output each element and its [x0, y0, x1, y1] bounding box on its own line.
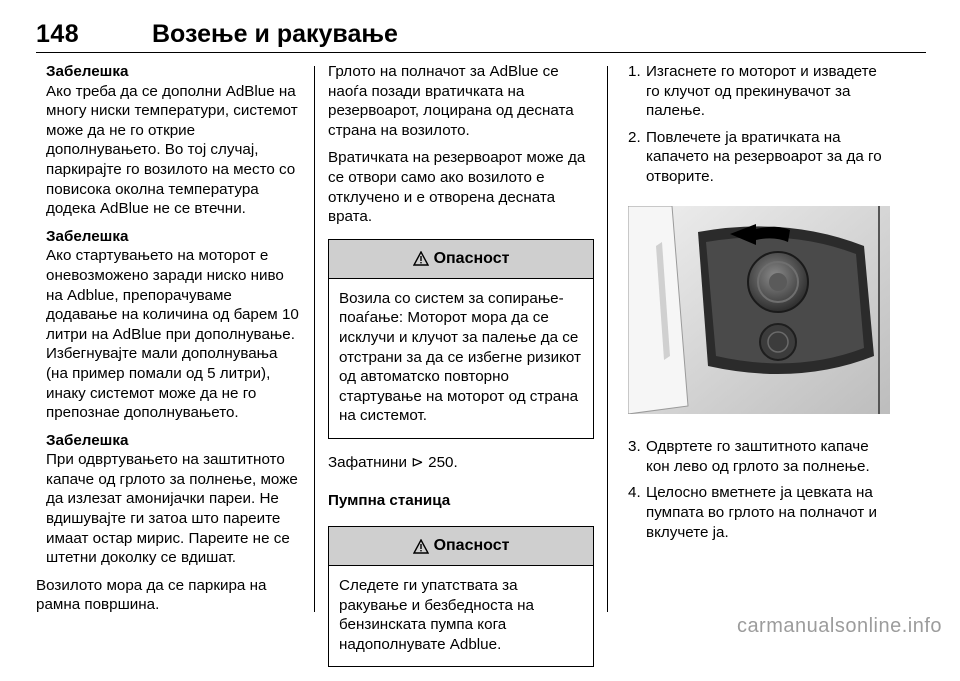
note-title: Забелешка — [46, 63, 129, 80]
danger-title: Опасност — [433, 537, 510, 555]
note-title: Забелешка — [46, 431, 129, 449]
danger-text: Следете ги упатствата за ракување и безбедноста на бензинската пумпа кога надополнувате Adblue. — [339, 577, 535, 653]
note-text: Ако стартувањето на моторот е оневозможено заради ниско ниво на Adblue, препорачуваме додавање на количина од барем 10 литри на AdBlue при дополнување. Избегнувајте мали дополнувања (на пример помали од 5 литри), инаку системот може да не го препознае дополнувањето. — [46, 247, 299, 422]
step-number: 2. — [628, 128, 641, 146]
chapter-title: Возење и ракување — [152, 20, 398, 48]
danger-header — [329, 527, 593, 566]
warning-triangle-icon — [413, 251, 429, 266]
filler-location-paragraph: Грлото на полначот за AdBlue се наоѓа позади вратичката на резервоарот, лоцирана од десната страна на возилото. — [328, 63, 574, 139]
note-block — [46, 227, 302, 423]
column-3 — [628, 62, 890, 549]
step-text: Повлечете ја вратичката на капачето на резервоарот за да го отворите. — [646, 128, 882, 185]
column-2 — [328, 62, 594, 681]
flap-opening-paragraph: Вратичката на резервоарот може да се отвори само ако возилото е отклучено и е отворена десната врата. — [328, 149, 586, 226]
danger-title: Опасност — [433, 249, 510, 267]
danger-text: Возила со систем за сопирање-поаѓање: Моторот мора да се исклучи и клучот за палење да се отстрани за да се избегне ризикот од автоматско повторно стартување на моторот од страна на системот. — [339, 289, 581, 425]
step-item — [628, 437, 890, 476]
cross-reference — [328, 453, 594, 473]
step-item — [628, 128, 890, 187]
crossref-arrow-icon: ⊳ — [411, 453, 424, 471]
note-title: Забелешка — [46, 227, 129, 245]
note-text: При одвртувањето на заштитното капаче од грлото за полнење, може да излезат амонијачки пареи. Не вдишувајте ги затоа што пареите имаат остар мирис. Пареите не се штетни доколку се вдишат. — [46, 451, 298, 567]
adblue-filler-flap-image — [628, 206, 890, 414]
danger-box — [328, 239, 594, 439]
note-block — [46, 431, 302, 568]
note-text: Ако треба да се дополни AdBlue на многу ниски температури, системот може да не го открие дополнувањето. Во тој случај, паркирајте го возилото на место со повисока околна температура додека AdBlue не се втечни. — [46, 82, 298, 218]
step-number: 1. — [628, 63, 641, 80]
page-number: 148 — [36, 20, 80, 48]
parking-paragraph: Возилото мора да се паркира на рамна површина. — [36, 576, 267, 614]
warning-triangle-icon — [413, 539, 429, 554]
column-divider-left — [314, 66, 315, 612]
watermark: carmanualsonline.info — [736, 615, 942, 637]
crossref-label: Зафатнини — [328, 453, 407, 471]
steps-list — [628, 437, 890, 542]
step-item — [628, 483, 890, 542]
crossref-page-link[interactable]: 250. — [428, 453, 458, 471]
danger-box — [328, 526, 594, 667]
step-number: 3. — [628, 438, 641, 456]
step-item — [628, 62, 890, 121]
step-text: Целосно вметнете ја цевката на пумпата во грлото на полначот и вклучете ја. — [646, 484, 877, 541]
column-1 — [36, 62, 302, 623]
column-divider-right — [607, 66, 608, 612]
step-number: 4. — [628, 484, 641, 502]
page-header — [36, 18, 926, 53]
step-text: Одвртете го заштитното капаче кон лево од грлото за полнење. — [646, 438, 870, 475]
steps-list — [628, 62, 890, 187]
danger-header — [329, 240, 593, 279]
section-heading: Пумпна станица — [328, 491, 451, 509]
step-text: Изгаснете го моторот и извадете го клучот од прекинувачот за палење. — [646, 63, 877, 120]
note-block — [46, 62, 302, 219]
